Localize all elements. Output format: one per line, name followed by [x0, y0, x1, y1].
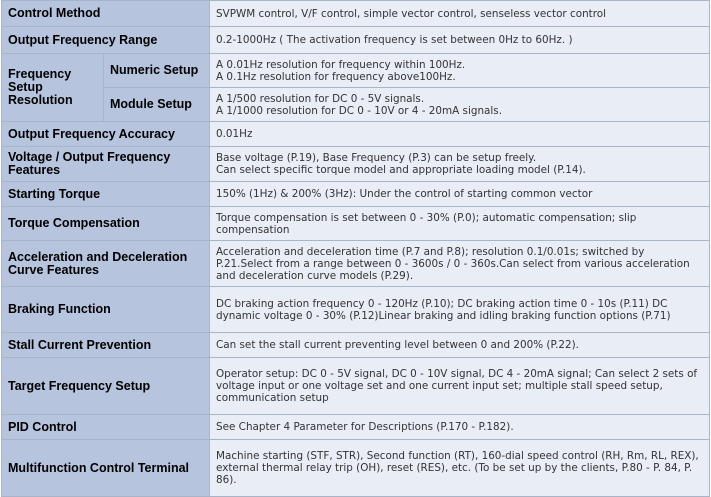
table-row	[2, 333, 710, 358]
row-value-braking-function	[210, 287, 710, 333]
text-block: DC braking action frequency 0 - 120Hz (P.10); DC braking action time 0 - 10s (P.11) DC dynamic voltage 0 - 30% (P.12)Linear braking and idling braking function options (P.71)	[216, 297, 671, 322]
table-row	[2, 147, 710, 182]
row-label-control-method: Control Method	[2, 1, 210, 27]
row-value-control-method: SVPWM control, V/F control, simple vector control, senseless vector control	[210, 1, 710, 27]
table-row	[2, 1, 710, 27]
row-label-voltage-output-frequency-features: Voltage / Output Frequency Features	[2, 147, 210, 182]
text-line: Can select specific torque model and appropriate loading model (P.14).	[216, 164, 586, 176]
text-block: Operator setup: DC 0 - 5V signal, DC 0 - 10V signal, DC 4 - 20mA signal; Can select 2 sets of voltage input or one voltage set and one current input set; multiple stall speed setup, communication setup	[216, 368, 698, 404]
row-label-output-frequency-range: Output Frequency Range	[2, 27, 210, 54]
text-block: Torque compensation is set between 0 - 30% (P.0); automatic compensation; slip compensation	[216, 211, 637, 236]
text-line: A 0.1Hz resolution for frequency above100Hz.	[216, 70, 456, 83]
table-row	[2, 88, 710, 122]
row-label-stall-current-prevention: Stall Current Prevention	[2, 333, 210, 358]
sublabel-numeric-setup: Numeric Setup	[104, 54, 210, 88]
row-label-pid-control: PID Control	[2, 415, 210, 440]
row-label-torque-compensation: Torque Compensation	[2, 207, 210, 241]
specifications-table	[1, 0, 710, 497]
table-row	[2, 358, 710, 415]
row-value-target-frequency-setup	[210, 358, 710, 415]
row-label-starting-torque: Starting Torque	[2, 182, 210, 207]
table-row	[2, 241, 710, 287]
row-label-target-frequency-setup: Target Frequency Setup	[2, 358, 210, 415]
text-line: A 1/1000 resolution for DC 0 - 10V or 4 - 20mA signals.	[216, 104, 503, 117]
row-value-pid-control: See Chapter 4 Parameter for Descriptions (P.170 - P.182).	[210, 415, 710, 440]
table-row	[2, 287, 710, 333]
text-line: A 0.01Hz resolution for frequency within 100Hz.	[216, 58, 466, 71]
row-label-multifunction-control-terminal: Multifunction Control Terminal	[2, 440, 210, 497]
row-value-acceleration-deceleration	[210, 241, 710, 287]
table-row	[2, 54, 710, 88]
row-label-frequency-setup-resolution: Frequency Setup Resolution	[2, 54, 104, 122]
table-row	[2, 207, 710, 241]
table-row	[2, 415, 710, 440]
row-value-numeric-setup	[210, 54, 710, 88]
row-value-stall-current-prevention: Can set the stall current preventing level between 0 and 200% (P.22).	[210, 333, 710, 358]
text-line: A 1/500 resolution for DC 0 - 5V signals.	[216, 92, 425, 105]
table-row	[2, 122, 710, 147]
table-row	[2, 440, 710, 497]
row-value-voltage-output-frequency-features	[210, 147, 710, 182]
text-block: Acceleration and deceleration time (P.7 and P.8); resolution 0.1/0.01s; switched by P.21.Select from a range between 0 - 3600s / 0 - 360s.Can select from various acceleration and deceleration curve models (P.29).	[216, 245, 690, 282]
text-block: Machine starting (STF, STR), Second function (RT), 160-dial speed control (RH, Rm, RL, REX), external thermal relay trip (OH), reset (RES), etc. (To be set up by the clients, P.80 - P. 84, P. 86).	[216, 450, 699, 486]
row-value-output-frequency-accuracy: 0.01Hz	[210, 122, 710, 147]
row-label-output-frequency-accuracy: Output Frequency Accuracy	[2, 122, 210, 147]
table-row	[2, 27, 710, 54]
row-value-output-frequency-range: 0.2-1000Hz ( The activation frequency is set between 0Hz to 60Hz. )	[210, 27, 710, 54]
text-line: Base voltage (P.19), Base Frequency (P.3) can be setup freely.	[216, 152, 537, 164]
table-row	[2, 182, 710, 207]
row-value-multifunction-control-terminal	[210, 440, 710, 497]
sublabel-module-setup: Module Setup	[104, 88, 210, 122]
row-value-module-setup	[210, 88, 710, 122]
row-label-acceleration-deceleration: Acceleration and Deceleration Curve Features	[2, 241, 210, 287]
row-value-torque-compensation	[210, 207, 710, 241]
row-label-braking-function: Braking Function	[2, 287, 210, 333]
row-value-starting-torque: 150% (1Hz) & 200% (3Hz): Under the control of starting common vector	[210, 182, 710, 207]
